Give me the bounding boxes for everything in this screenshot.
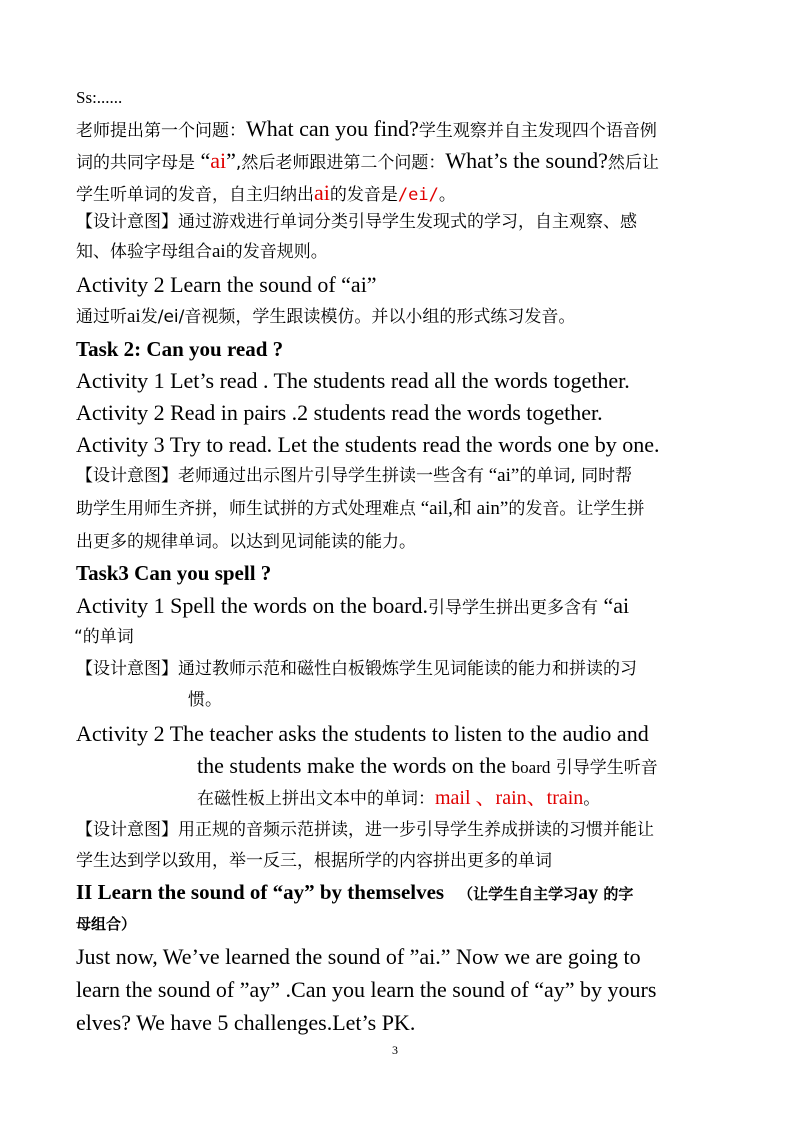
text: 在磁性板上拼出文本中的单词：: [197, 789, 435, 809]
text: “ai: [597, 593, 630, 618]
line-ss: Ss:......: [76, 88, 123, 107]
line-task2-activity2: Activity 2 Read in pairs .2 students read the words together.: [76, 400, 603, 425]
heading-section-ii-b: 母组合）: [76, 915, 137, 933]
text: ,然后老师跟进第二个问题：: [235, 153, 446, 173]
para-line-2: learn the sound of ”ay” .Can you learn the sound of “ay” by yours: [76, 977, 657, 1002]
text: 。: [583, 789, 601, 809]
text: 学生观察并自主发现四个语音例: [418, 121, 657, 141]
para-line-1: Just now, We’ve learned the sound of ”ai.” Now we are going to: [76, 944, 641, 969]
heading-task3: Task3 Can you spell ?: [76, 561, 272, 585]
text: ai: [212, 241, 226, 262]
heading-task2: Task 2: Can you read ?: [76, 337, 284, 361]
line-design-intent-2b: [76, 498, 644, 521]
line-design-intent-3b: 惯。: [188, 690, 222, 710]
heading-section-ii: [76, 880, 633, 905]
text: 引导学生听音: [550, 758, 658, 778]
text: board: [511, 758, 551, 777]
line-task3-activity2b: [197, 753, 658, 779]
line-activity2-learn-ai: Activity 2 Learn the sound of “ai”: [76, 272, 377, 297]
text: ai: [127, 306, 141, 327]
text: ”: [510, 465, 520, 486]
text: 然后让: [607, 153, 659, 173]
line-induce-sound: [76, 180, 456, 206]
text: 学生听单词的发音，自主归纳出: [76, 185, 314, 205]
text: 的发音规则。: [225, 242, 328, 262]
text: ”: [226, 148, 236, 173]
line-task3-activity1b: “的单词: [74, 627, 134, 647]
line-design-intent-2: [76, 465, 632, 488]
text: 通过听: [76, 307, 127, 327]
text: ay: [578, 882, 599, 904]
text: Activity 1 Spell the words on the board.: [76, 593, 428, 618]
line-task2-activity3: Activity 3 Try to read. Let the students read the words one by one.: [76, 432, 660, 457]
text: 【设计意图】老师通过出示图片引导学生拼读一些含有: [76, 466, 484, 486]
highlight-ai: ai: [314, 180, 330, 205]
page-number: 3: [392, 1043, 398, 1057]
highlight-phonetic: /ei/: [397, 185, 439, 205]
text: 的发音是: [329, 185, 398, 205]
line-task3-activity1: [76, 593, 629, 619]
text: 助学生用师生齐拼，师生试拼的方式处理难点: [76, 499, 416, 519]
text: “ai: [484, 465, 511, 486]
line-design-intent-4: 【设计意图】用正规的音频示范拼读，进一步引导学生养成拼读的习惯并能让: [76, 820, 654, 840]
line-task3-activity2: Activity 2 The teacher asks the students to listen to the audio and: [76, 721, 649, 746]
line-design-intent-1: 【设计意图】通过游戏进行单词分类引导学生发现式的学习，自主观察、感: [76, 212, 637, 232]
line-design-intent-4b: 学生达到学以致用，举一反三，根据所学的内容拼出更多的单词: [76, 851, 552, 871]
line-task2-activity1: Activity 1 Let’s read . The students read all the words together.: [76, 368, 630, 393]
line-first-question: [76, 116, 657, 142]
text: 发/ei/音视频，学生跟读模仿。并以小组的形式练习发音。: [140, 307, 576, 327]
line-design-intent-2c: 出更多的规律单词。以达到见词能读的能力。: [76, 532, 416, 552]
line-design-intent-3: 【设计意图】通过教师示范和磁性白板锻炼学生见词能读的能力和拼读的习: [76, 659, 637, 679]
line-listen-video: [76, 306, 575, 329]
text: 老师提出第一个问题：: [76, 121, 246, 141]
highlight-ai: ai: [210, 148, 227, 173]
line-design-intent-1b: [76, 241, 328, 264]
text: 。: [438, 185, 456, 205]
line-task3-activity2c: [197, 786, 600, 810]
text: 的单词, 同时帮: [519, 466, 633, 486]
highlight-words: mail 、rain、train: [435, 787, 584, 809]
text: 知、体验字母组合: [76, 242, 212, 262]
text: 引导学生拼出更多含有: [427, 598, 598, 618]
text: “: [195, 148, 211, 173]
text: What’s the sound?: [445, 148, 608, 173]
text: What can you find?: [246, 116, 419, 141]
text: 的字: [598, 885, 634, 903]
text: 的发音。让学生拼: [508, 499, 645, 519]
text: 词的共同字母是: [76, 153, 195, 173]
para-line-3: elves? We have 5 challenges.Let’s PK.: [76, 1010, 416, 1035]
text: “ail,和 ain”: [416, 498, 509, 519]
text: II Learn the sound of “ay” by themselves: [76, 880, 445, 904]
line-common-letters: [76, 148, 659, 174]
text: （让学生自主学习: [458, 885, 579, 903]
text: the students make the words on the: [197, 753, 512, 778]
